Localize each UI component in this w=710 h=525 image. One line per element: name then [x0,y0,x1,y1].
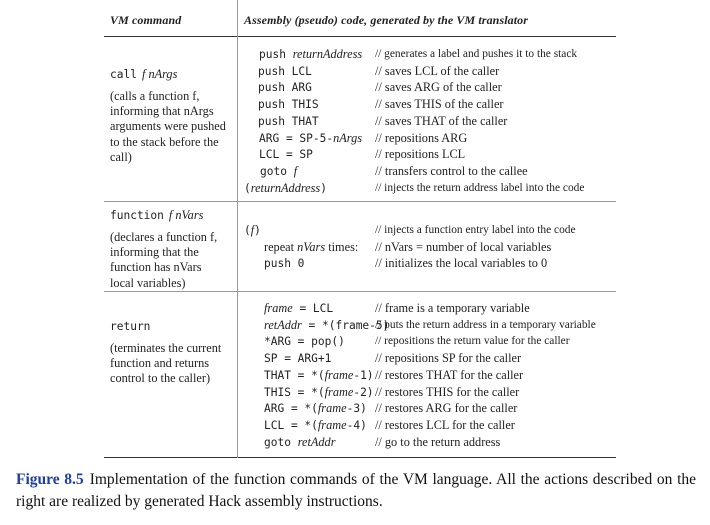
command-description-line: function and returns [110,356,210,371]
code-pre: goto [264,435,298,449]
code-line [264,434,336,451]
vm-command-args: f nArgs [141,67,178,81]
column-divider [237,0,238,458]
figure-table [104,0,616,458]
code-pre: LCL = SP [259,148,313,162]
code-pre: push THAT [258,114,319,128]
code-line [260,163,297,180]
code-pre: repeat [264,239,298,254]
command-description-line: control to the caller) [110,371,211,386]
code-it: frame [324,384,354,399]
command-description-line: function has nVars [110,260,202,275]
code-pre: LCL = *( [264,418,318,432]
code-post: = *(frame-5) [301,318,390,332]
code-comment: // injects the return address label into the code [375,181,585,194]
code-line [258,63,312,80]
code-comment: // puts the return address in a temporary variable [375,318,596,331]
code-it: frame [317,417,347,432]
code-pre: push 0 [264,257,305,271]
code-line [264,255,304,272]
command-description-line: to the stack before the [110,134,219,149]
code-pre: SP = ARG+1 [264,352,332,366]
code-comment: // generates a label and pushes it to the stack [375,48,578,60]
code-pre: push LCL [258,64,312,78]
header-assembly: Assembly (pseudo) code, generated by the VM translator [244,13,529,27]
code-line [264,384,374,401]
code-pre: push ARG [258,81,312,95]
code-it: f [250,223,255,237]
code-comment: // initializes the local variables to 0 [375,256,548,271]
vm-command [110,318,150,335]
code-post: -4) [346,418,367,432]
code-it: retAddr [297,434,336,449]
command-description-line: (calls a function f, [110,89,200,103]
code-pre: THAT = *( [264,368,325,382]
code-comment: // go to the return address [375,434,501,449]
code-it: retAddr [264,317,302,332]
code-line [264,333,345,350]
vm-command-args: f nVars [168,208,204,222]
code-post: = LCL [292,302,334,315]
code-line [259,130,362,147]
code-pre: THIS = *( [264,385,325,399]
code-it: frame [317,401,347,416]
code-line [264,400,367,417]
code-pre: ARG = *( [264,402,318,416]
command-description-line: informing that the [110,245,199,260]
vm-command [110,207,203,224]
code-pre: ( [244,181,251,195]
code-it: nVars [297,239,326,254]
code-comment: // restores ARG for the caller [375,401,518,416]
code-post: -1) [353,368,374,382]
caption-text: Implementation of the function commands of the VM language. All the actions described on the right are realized by generated Hack assembly instructions. [16,471,696,510]
code-post: -3) [346,402,367,416]
code-comment: // injects a function entry label into the code [375,224,576,236]
code-comment: // restores LCL for the caller [375,417,515,432]
vm-command [110,66,177,83]
command-description-line: call) [110,149,132,164]
code-it: returnAddress [292,47,363,61]
code-post: -2) [353,385,374,399]
header-vm-command: VM command [110,13,182,27]
header-rule [104,36,616,37]
code-pre: push [259,48,293,61]
code-comment: // saves LCL of the caller [375,63,500,78]
figure-caption [16,469,696,513]
code-line [264,350,331,367]
code-line [258,79,312,96]
code-it: frame [264,301,293,315]
code-comment: // transfers control to the callee [375,163,528,178]
row-divider-2 [104,291,616,292]
command-description-line: (declares a function f, [110,230,218,244]
code-line [259,146,313,163]
code-pre: ARG = SP-5- [259,131,334,145]
code-comment: // repositions the return value for the caller [375,335,570,348]
command-description-line: informing that nArgs [110,104,214,119]
code-line [264,317,389,334]
code-line [259,46,362,63]
code-comment: // repositions ARG [375,130,468,145]
caption-label: Figure 8.5 [16,471,84,488]
code-line [258,96,319,113]
code-pre: ( [244,224,251,237]
vm-command-keyword: return [110,320,151,333]
vm-command-keyword: function [110,209,164,222]
bottom-rule [104,457,616,458]
code-line [258,113,319,130]
code-line [264,367,374,384]
code-line [244,180,327,197]
code-it: f [293,163,298,178]
command-description-line: (terminates the current [110,341,222,355]
code-it: frame [324,367,354,382]
code-line [244,222,261,239]
code-comment: // restores THAT for the caller [375,367,524,382]
code-pre: goto [260,164,294,178]
code-post: ) [320,181,327,195]
code-post: times: [325,239,359,254]
row-divider-1 [104,201,616,202]
code-comment: // saves THAT of the caller [375,113,508,128]
code-pre: push THIS [258,98,319,112]
code-comment: // repositions SP for the caller [375,351,522,366]
code-comment: // nVars = number of local variables [375,239,552,254]
code-it: nArgs [333,130,363,145]
code-comment: // repositions LCL [375,147,466,162]
command-description-line: arguments were pushed [110,119,226,134]
code-comment: // frame is a temporary variable [375,301,530,315]
code-it: returnAddress [250,180,321,195]
code-post: ) [254,224,261,237]
vm-command-keyword: call [110,68,137,81]
code-pre: *ARG = pop() [264,335,345,349]
code-line [264,417,367,434]
code-comment: // saves THIS of the caller [375,97,504,112]
code-comment: // saves ARG of the caller [375,80,502,95]
code-line [264,239,358,255]
code-comment: // restores THIS for the caller [375,384,520,399]
code-line [264,300,333,317]
command-description-line: local variables) [110,275,186,290]
